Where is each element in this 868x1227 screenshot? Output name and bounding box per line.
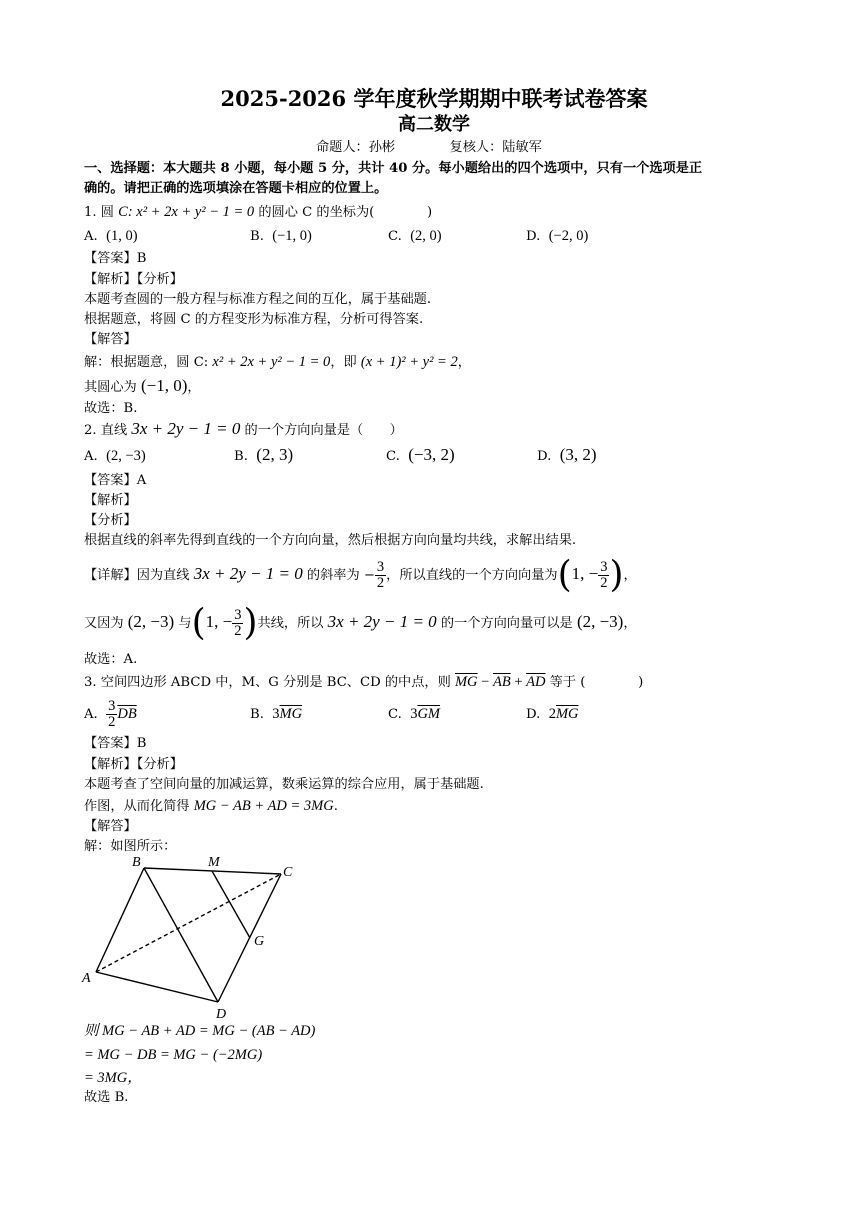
q1-option-d: D. (−2, 0) <box>526 228 589 244</box>
page-title: 2025-2026 学年度秋学期期中联考试卷答案 <box>220 86 648 111</box>
q2-analysis-sub: 【分析】 <box>84 513 137 528</box>
q2-detail-line2: 又因为 (2, −3) 与(1, − $\frac{3}{2}$ )共线，所以 3x + 2y − 1 = 0 的一个方向向量可以是 (2, −3)， <box>84 602 637 644</box>
q2-detail: 【详解】因为直线 3x + 2y − 1 = 0 的斜率为 − $\frac{3}{2}$ ，所以直线的一个方向向量为(1, − $\frac{3}{2}$ )， <box>84 554 637 596</box>
q1-option-c: C. (2, 0) <box>388 228 442 244</box>
q2-stem: 2. 直线 3x + 2y − 1 = 0 的一个方向向量是（ ） <box>84 419 403 438</box>
q3-option-c: C. $3\overline{GM}$ <box>388 706 441 722</box>
q3-calc-2: = MG − DB = MG − (−2MG) <box>84 1047 263 1063</box>
q1-stem-math: C: x² + 2x + y² − 1 = 0 <box>118 204 255 220</box>
q1-conclusion: 故选：B. <box>84 401 138 416</box>
q2-answer: 【答案】A <box>84 473 147 488</box>
q2-analysis-1: 根据直线的斜率先得到直线的一个方向向量，然后根据方向向量均共线，求解出结果. <box>84 533 577 548</box>
q1-stem <box>84 203 432 222</box>
q1-analysis-1: 本题考查圆的一般方程与标准方程之间的互化，属于基础题. <box>84 292 432 307</box>
edge-bd <box>144 868 218 1002</box>
quadrilateral-figure <box>78 852 310 1022</box>
q1-analysis-head: 【解析】【分析】 <box>84 272 183 287</box>
section-heading-line1: 一、选择题：本大题共 8 小题，每小题 5 分，共计 40 分。每小题给出的四个选项中，只有一个选项是正 <box>84 161 703 176</box>
dashed-ac <box>96 874 281 972</box>
q2-conclusion: 故选：A. <box>84 652 138 667</box>
author-label: 命题人：孙彬 <box>316 140 396 155</box>
q3-solution-1: 解：如图所示： <box>84 839 177 854</box>
page-subtitle: 高二数学 <box>398 114 470 135</box>
q1-solution-head: 【解答】 <box>84 332 137 347</box>
segment-mg <box>212 871 250 938</box>
reviewer-label: 复核人：陆敏军 <box>449 140 542 155</box>
authors-line <box>316 139 542 157</box>
q1-analysis-2: 根据题意，将圆 C 的方程变形为标准方程，分析可得答案. <box>84 312 424 327</box>
q1-solution-1: 解：根据题意，圆 C: x² + 2x + y² − 1 = 0，即 (x + 1)² + y² = 2， <box>84 354 471 370</box>
q1-answer: 【答案】B <box>84 251 147 266</box>
q1-option-a: A. (1, 0) <box>84 228 138 244</box>
label-m: M <box>208 855 220 870</box>
q3-calc-1: 则 MG − AB + AD = MG − (AB − AD) <box>84 1023 316 1039</box>
edge-ab <box>96 868 144 972</box>
q1-stem-prefix: 1. 圆 <box>84 205 119 220</box>
q3-solution-head: 【解答】 <box>84 819 137 834</box>
q3-calc-3: = 3MG， <box>84 1070 142 1086</box>
q3-option-d: D. $2\overline{MG}$ <box>526 706 579 722</box>
q2-option-d: D. (3, 2) <box>537 445 597 464</box>
q2-analysis-head: 【解析】 <box>84 493 137 508</box>
q3-analysis-head: 【解析】【分析】 <box>84 757 183 772</box>
q3-option-b: B. $3\overline{MG}$ <box>250 706 303 722</box>
q1-solution-2: 其圆心为 (−1, 0)， <box>84 376 201 395</box>
edge-ad <box>96 972 218 1002</box>
label-d: D <box>216 1007 227 1022</box>
q3-option-a: A. $\frac{3}{2}$ $\overline{DB}$ <box>84 697 137 730</box>
q3-answer: 【答案】B <box>84 736 147 751</box>
label-a: A <box>82 971 91 986</box>
label-g: G <box>254 934 265 949</box>
q3-analysis-2: 作图，从而化简得 MG − AB + AD = 3MG. <box>84 798 338 814</box>
q3-analysis-1: 本题考查了空间向量的加减运算，数乘运算的综合应用，属于基础题. <box>84 777 484 792</box>
section-heading-line2: 确的。请把正确的选项填涂在答题卡相应的位置上。 <box>84 181 388 196</box>
q2-option-a: A. (2, −3) <box>84 448 146 464</box>
q2-option-b: B. (2, 3) <box>234 445 294 464</box>
label-c: C <box>283 865 293 880</box>
q3-stem: 3. 空间四边形 ABCD 中，M、G 分别是 BC、CD 的中点，则 $\overline{MG} - \overline{AB} + \overline{AD}$ 等于 ( ) <box>84 674 644 690</box>
q3-conclusion: 故选 B. <box>84 1090 129 1105</box>
q2-option-c: C. (−3, 2) <box>386 445 455 464</box>
q1-option-b: B. (−1, 0) <box>250 228 312 244</box>
label-b: B <box>132 855 141 870</box>
frac-3-2: $\frac{3}{2}$ <box>376 558 385 591</box>
q1-stem-suffix: 的圆心 C 的坐标为( ) <box>254 205 433 220</box>
